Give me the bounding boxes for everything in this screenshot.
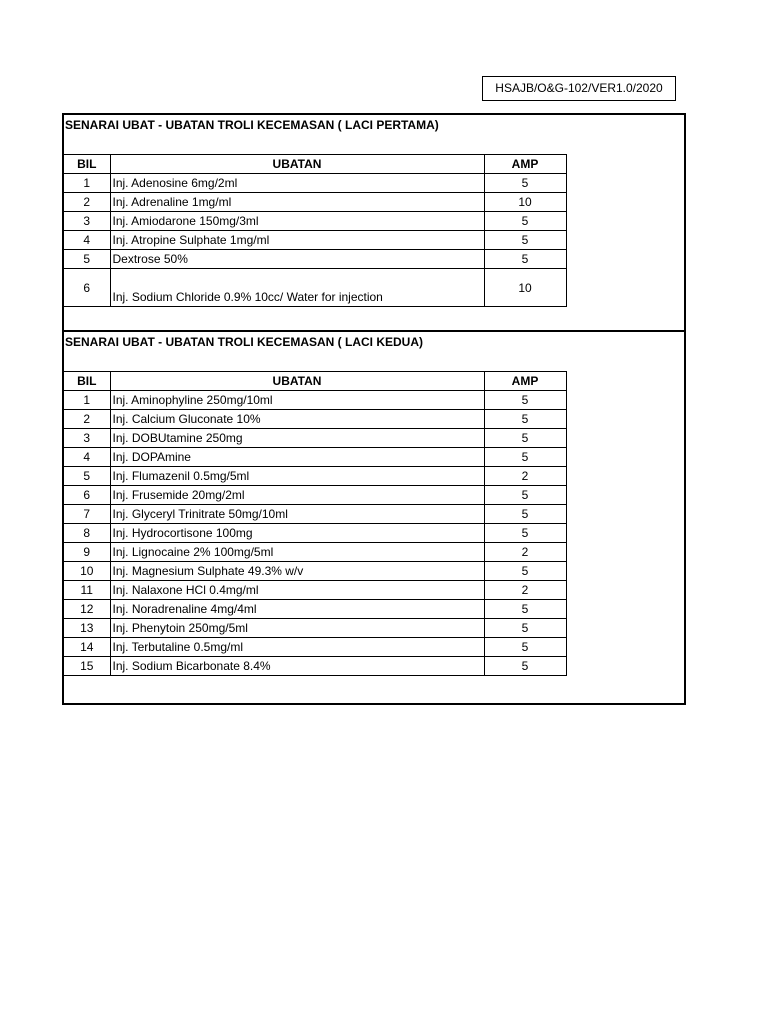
amp-cell: 5 (484, 231, 566, 250)
section-title: SENARAI UBAT - UBATAN TROLI KECEMASAN ( LACI PERTAMA) (65, 118, 439, 132)
ubatan-cell: Inj. Glyceryl Trinitrate 50mg/10ml (110, 505, 484, 524)
bil-cell: 1 (64, 174, 110, 193)
ubatan-cell: Inj. Adrenaline 1mg/ml (110, 193, 484, 212)
ubatan-cell: Dextrose 50% (110, 250, 484, 269)
table-row (64, 505, 566, 524)
column-header-bil: BIL (64, 155, 110, 174)
ubatan-cell: Inj. Terbutaline 0.5mg/ml (110, 638, 484, 657)
bil-cell: 13 (64, 619, 110, 638)
ubatan-cell: Inj. Calcium Gluconate 10% (110, 410, 484, 429)
amp-cell: 2 (484, 543, 566, 562)
bil-cell: 6 (64, 486, 110, 505)
ubatan-cell: Inj. Noradrenaline 4mg/4ml (110, 600, 484, 619)
column-header-amp: AMP (484, 372, 566, 391)
column-header-bil: BIL (64, 372, 110, 391)
section-laci-kedua (62, 330, 686, 705)
ubatan-cell: Inj. Phenytoin 250mg/5ml (110, 619, 484, 638)
amp-cell: 5 (484, 600, 566, 619)
bil-cell: 5 (64, 250, 110, 269)
bil-cell: 10 (64, 562, 110, 581)
amp-cell: 5 (484, 505, 566, 524)
table-row (64, 657, 566, 676)
bil-cell: 4 (64, 231, 110, 250)
column-header-ubatan: UBATAN (110, 155, 484, 174)
ubatan-cell: Inj. Nalaxone HCl 0.4mg/ml (110, 581, 484, 600)
bil-cell: 2 (64, 410, 110, 429)
table-row (64, 543, 566, 562)
ubatan-cell: Inj. Flumazenil 0.5mg/5ml (110, 467, 484, 486)
medication-table (64, 154, 567, 307)
table-row (64, 581, 566, 600)
table-row (64, 448, 566, 467)
ubatan-cell: Inj. DOPAmine (110, 448, 484, 467)
table-row (64, 524, 566, 543)
bil-cell: 9 (64, 543, 110, 562)
bil-cell: 5 (64, 467, 110, 486)
column-header-ubatan: UBATAN (110, 372, 484, 391)
ubatan-cell: Inj. Sodium Bicarbonate 8.4% (110, 657, 484, 676)
ubatan-cell: Inj. Aminophyline 250mg/10ml (110, 391, 484, 410)
table-row (64, 269, 566, 307)
section-title: SENARAI UBAT - UBATAN TROLI KECEMASAN ( LACI KEDUA) (65, 335, 423, 349)
bil-cell: 3 (64, 212, 110, 231)
table-row (64, 231, 566, 250)
amp-cell: 5 (484, 250, 566, 269)
table-row (64, 429, 566, 448)
table-row (64, 600, 566, 619)
table-header-row (64, 155, 566, 174)
ubatan-cell: Inj. Sodium Chloride 0.9% 10cc/ Water for injection (110, 269, 484, 307)
ubatan-cell: Inj. Amiodarone 150mg/3ml (110, 212, 484, 231)
ubatan-cell: Inj. Hydrocortisone 100mg (110, 524, 484, 543)
bil-cell: 11 (64, 581, 110, 600)
table-row (64, 250, 566, 269)
bil-cell: 7 (64, 505, 110, 524)
column-header-amp: AMP (484, 155, 566, 174)
amp-cell: 2 (484, 467, 566, 486)
amp-cell: 5 (484, 524, 566, 543)
ubatan-cell: Inj. Frusemide 20mg/2ml (110, 486, 484, 505)
bil-cell: 3 (64, 429, 110, 448)
bil-cell: 12 (64, 600, 110, 619)
amp-cell: 5 (484, 657, 566, 676)
ubatan-cell: Inj. Lignocaine 2% 100mg/5ml (110, 543, 484, 562)
table-row (64, 174, 566, 193)
amp-cell: 5 (484, 562, 566, 581)
amp-cell: 2 (484, 581, 566, 600)
document-code: HSAJB/O&G-102/VER1.0/2020 (482, 76, 676, 101)
table-row (64, 467, 566, 486)
bil-cell: 4 (64, 448, 110, 467)
amp-cell: 5 (484, 619, 566, 638)
ubatan-cell: Inj. Magnesium Sulphate 49.3% w/v (110, 562, 484, 581)
bil-cell: 8 (64, 524, 110, 543)
bil-cell: 2 (64, 193, 110, 212)
bil-cell: 15 (64, 657, 110, 676)
amp-cell: 5 (484, 391, 566, 410)
bil-cell: 6 (64, 269, 110, 307)
table-row (64, 212, 566, 231)
amp-cell: 10 (484, 193, 566, 212)
table-row (64, 410, 566, 429)
bil-cell: 14 (64, 638, 110, 657)
table-row (64, 619, 566, 638)
medication-table (64, 371, 567, 676)
amp-cell: 5 (484, 429, 566, 448)
table-header-row (64, 372, 566, 391)
bil-cell: 1 (64, 391, 110, 410)
ubatan-cell: Inj. DOBUtamine 250mg (110, 429, 484, 448)
amp-cell: 5 (484, 486, 566, 505)
amp-cell: 10 (484, 269, 566, 307)
amp-cell: 5 (484, 448, 566, 467)
table-row (64, 562, 566, 581)
table-row (64, 486, 566, 505)
table-row (64, 391, 566, 410)
table-row (64, 193, 566, 212)
amp-cell: 5 (484, 410, 566, 429)
ubatan-cell: Inj. Adenosine 6mg/2ml (110, 174, 484, 193)
amp-cell: 5 (484, 174, 566, 193)
amp-cell: 5 (484, 638, 566, 657)
amp-cell: 5 (484, 212, 566, 231)
table-row (64, 638, 566, 657)
section-laci-pertama (62, 113, 686, 332)
ubatan-cell: Inj. Atropine Sulphate 1mg/ml (110, 231, 484, 250)
